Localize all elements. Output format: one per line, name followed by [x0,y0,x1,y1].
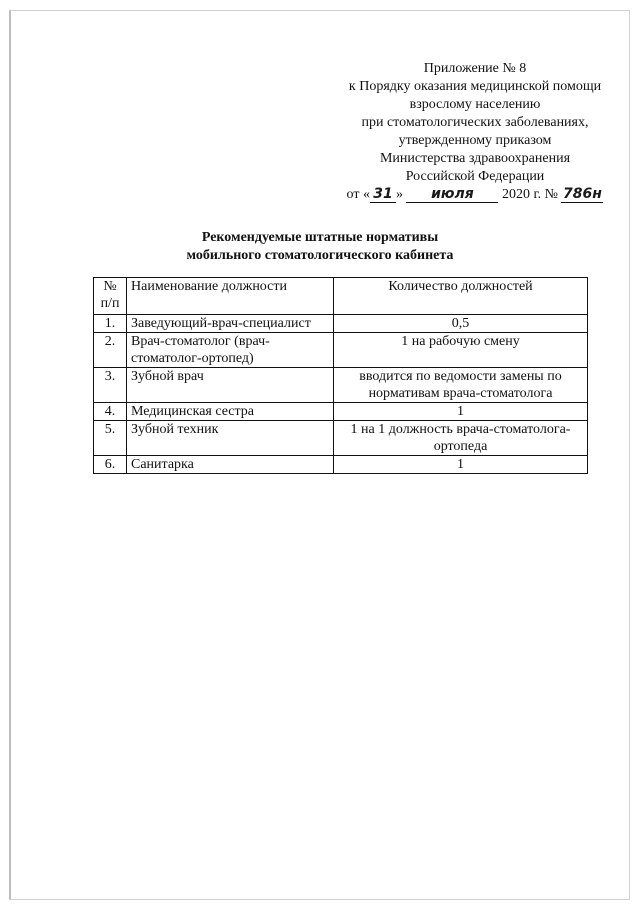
appendix-title: Приложение № 8 [423,61,527,76]
staffing-table [93,277,588,474]
table-row [94,403,588,421]
approval-block [330,60,620,204]
row-number: 4. [94,403,127,421]
heading-line: мобильного стоматологического кабинета [186,248,454,263]
table-row [94,368,588,403]
header-count: Количество должностей [334,278,588,315]
approval-line: при стоматологических заболеваниях, [361,115,589,130]
approval-line: взрослому населению [409,97,541,112]
row-number: 6. [94,456,127,474]
date-quote-close: » [395,187,403,202]
heading-line: Рекомендуемые штатные нормативы [201,230,439,245]
row-position: Санитарка [127,456,334,474]
table-row [94,421,588,456]
row-position: Зубной врач [127,368,334,403]
row-count: 1 на рабочую смену [334,333,588,368]
row-count: 0,5 [334,315,588,333]
approval-line: к Порядку оказания медицинской помощи [348,79,602,94]
date-year: 2020 г. № [501,187,558,202]
header-number: № п/п [94,278,127,315]
approval-line: Российской Федерации [405,169,545,184]
approval-line: Министерства здравоохранения [379,151,571,166]
order-number-handwritten: 786н [563,186,602,202]
row-position: Медицинская сестра [127,403,334,421]
row-number: 1. [94,315,127,333]
row-position: Врач-стоматолог (врач-стоматолог-ортопед) [127,333,334,368]
header-position: Наименование должности [127,278,334,315]
row-count: 1 [334,456,588,474]
row-number: 5. [94,421,127,456]
row-position: Заведующий-врач-специалист [127,315,334,333]
table-header-row [94,278,588,315]
row-count: 1 [334,403,588,421]
order-date-line [330,186,620,204]
row-count: 1 на 1 должность врача-стоматолога-ортопеда [334,421,588,456]
approval-line: утвержденному приказом [398,133,552,148]
date-month-handwritten: июля [406,186,498,203]
table-row [94,333,588,368]
row-number: 3. [94,368,127,403]
date-day-handwritten: 31 [370,186,396,203]
row-count: вводится по ведомости замены по нормативам врача-стоматолога [334,368,588,403]
row-position: Зубной техник [127,421,334,456]
table-row [94,456,588,474]
date-prefix: от « [346,187,370,202]
table-row [94,315,588,333]
document-heading [0,229,640,265]
row-number: 2. [94,333,127,368]
